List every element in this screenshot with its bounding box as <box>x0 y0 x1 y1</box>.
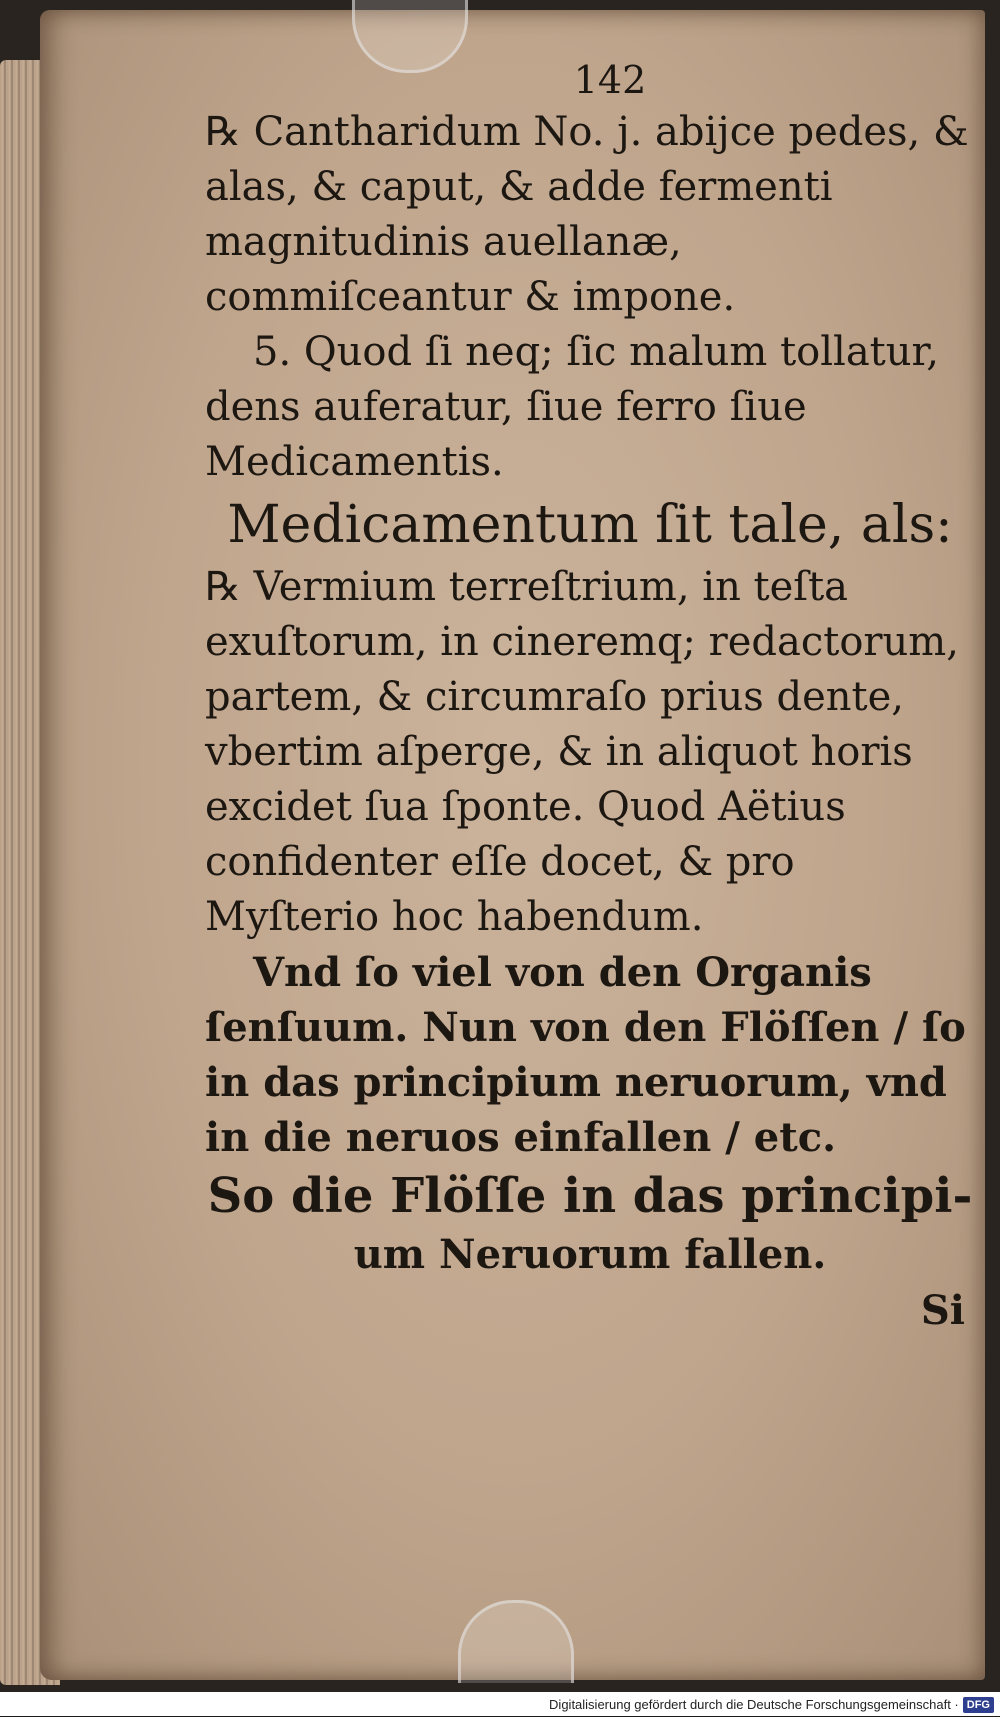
heading-floesse <box>205 1165 975 1283</box>
paragraph-vermium: ℞ Vermium terreſtrium, in teſta exuſtorum, in cineremq; redactorum, partem, & circumraſo prius dente, vbertim aſperge, & in aliquot horis excidet ſua ſponte. Quod Aëtius confidenter eſſe docet, & pro Myſterio hoc habendum. <box>205 564 959 940</box>
dfg-logo: DFG <box>963 1697 994 1713</box>
catchword: Si <box>920 1287 965 1334</box>
paragraph-organis-sensuum: Vnd ſo viel von den Organis ſenſuum. Nun von den Flöſſen / ſo in das principium neruorum, vnd in die neruos einfallen / etc. <box>205 949 966 1161</box>
heading-floesse-line-1: So die Flöſſe in das principi- <box>207 1168 973 1224</box>
digitization-footer <box>0 1692 1000 1716</box>
paragraph-cantharidum: ℞ Cantharidum No. j. abijce pedes, & alas, & caput, & adde fermenti magnitudinis auellanæ, commiſceantur & impone. <box>205 109 969 320</box>
paragraph-dens-auferatur: 5. Quod ſi neq; ſic malum tollatur, dens auferatur, ſiue ferro ſiue Medicamentis. <box>205 329 939 485</box>
page-number: 142 <box>573 58 647 102</box>
heading-medicamentum: Medicamentum ſit tale, als: <box>227 495 953 555</box>
heading-floesse-line-2: um Neruorum fallen. <box>353 1231 827 1278</box>
footer-credit: Digitalisierung gefördert durch die Deutsche Forschungsgemeinschaft · <box>549 1696 959 1712</box>
page-text <box>205 55 975 1338</box>
